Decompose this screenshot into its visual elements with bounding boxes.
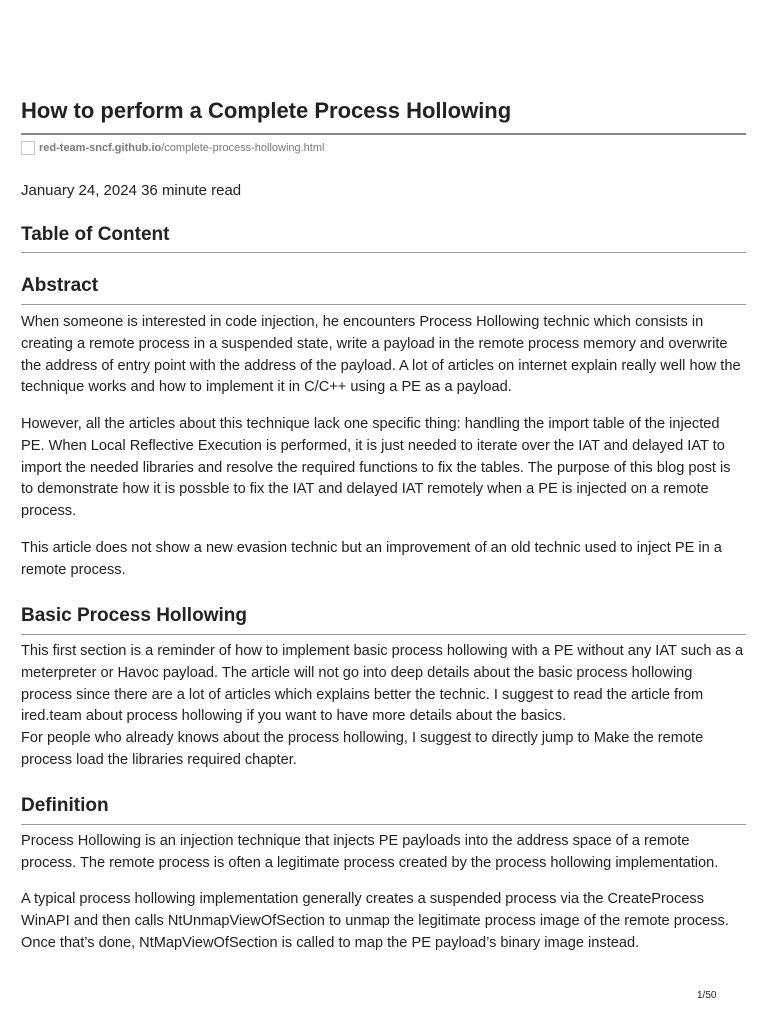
favicon-icon xyxy=(21,141,35,155)
abstract-paragraph-2: However, all the articles about this technique lack one specific thing: handling the import table of the injected PE. When Local Reflective Execution is performed, it is just needed to iterate over the IAT and delayed IAT to import the needed libraries and resolve the required functions to fix the tables. The purpose of this blog post is to demonstrate how it is possble to fix the IAT and delayed IAT remotely when a PE is injected on a remote process. xyxy=(21,416,731,520)
basic-paragraph-2: For people who already knows about the process hollowing, I suggest to directly jump to Make the remote process load the libraries required chapter. xyxy=(21,730,704,768)
basic-paragraph-1: This first section is a reminder of how to implement basic process hollowing with a PE without any IAT such as a meterpreter or Havoc payload. The article will not go into deep details about the basic process hollowing process since there are a lot of articles which explains better the technic. I suggest to read the article from ired.team about process hollowing if you want to have more details about the basics. xyxy=(21,643,744,725)
source-link[interactable] xyxy=(21,140,324,156)
section-divider xyxy=(21,252,746,253)
page-number: 1/50 xyxy=(697,990,717,1001)
page-title: How to perform a Complete Process Hollowing xyxy=(21,98,512,123)
definition-paragraph-1: Process Hollowing is an injection technique that injects PE payloads into the address space of a remote process. The remote process is often a legitimate process created by the process hollowing implementation. xyxy=(21,833,719,871)
definition-paragraph-2: A typical process hollowing implementation generally creates a suspended process via the CreateProcess WinAPI and then calls NtUnmapViewOfSection to unmap the legitimate process image of the remote process. Once that’s done, NtMapViewOfSection is called to map the PE payload’s binary image instead. xyxy=(21,891,729,951)
heading-table-of-content: Table of Content xyxy=(21,224,170,245)
section-divider xyxy=(21,634,746,635)
abstract-paragraph-1: When someone is interested in code injection, he encounters Process Hollowing technic which consists in creating a remote process in a suspended state, write a payload in the remote process memory and overwrite the address of entry point with the address of the payload. A lot of articles on internet explain really well how the technique works and how to implement it in C/C++ using a PE as a payload. xyxy=(21,314,741,396)
source-path: /complete-process-hollowing.html xyxy=(161,142,325,154)
abstract-paragraph-3: This article does not show a new evasion technic but an improvement of an old technic used to inject PE in a remote process. xyxy=(21,540,722,578)
title-divider xyxy=(21,133,746,135)
section-divider xyxy=(21,304,746,305)
post-meta: January 24, 2024 36 minute read xyxy=(21,182,242,199)
heading-basic-process-hollowing: Basic Process Hollowing xyxy=(21,605,247,626)
heading-abstract: Abstract xyxy=(21,275,99,296)
source-domain: red-team-sncf.github.io xyxy=(39,142,162,154)
heading-definition: Definition xyxy=(21,795,109,816)
section-divider xyxy=(21,824,746,825)
